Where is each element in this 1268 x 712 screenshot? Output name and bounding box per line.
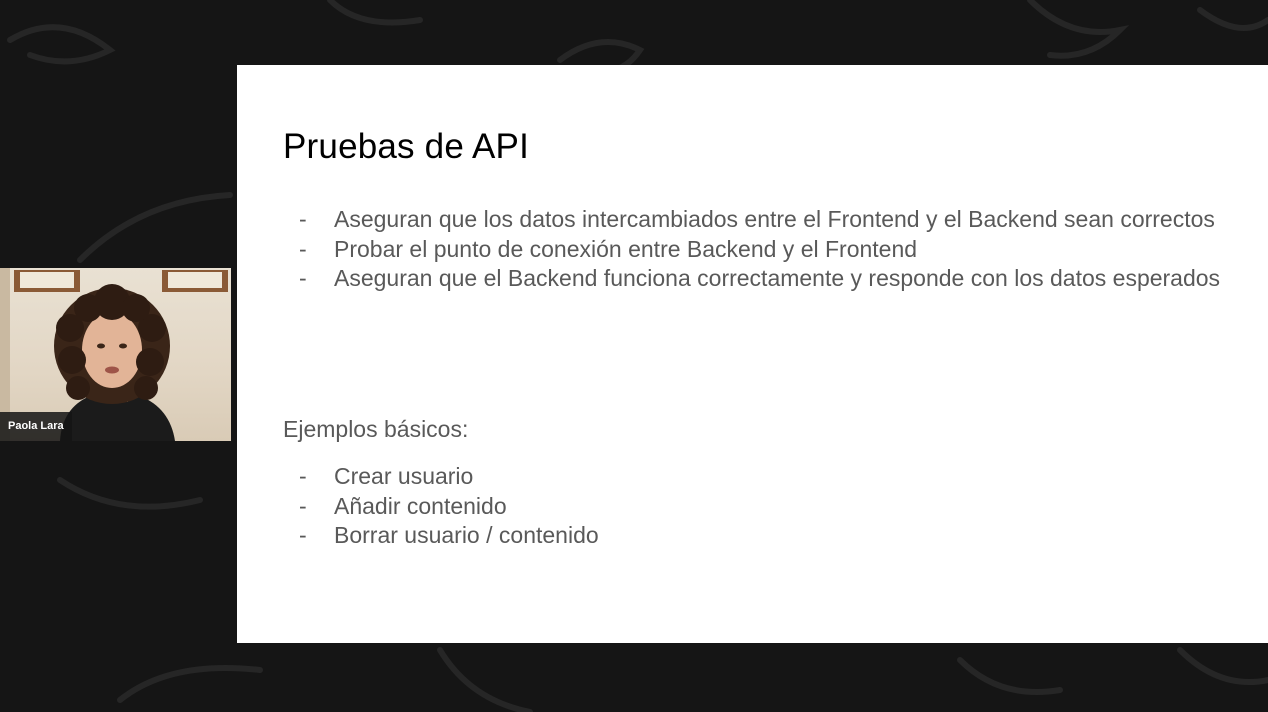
presentation-slide bbox=[237, 65, 1268, 643]
example-item-text: Borrar usuario / contenido bbox=[334, 522, 599, 548]
slide-bullet-text: Probar el punto de conexión entre Backend y el Frontend bbox=[334, 235, 918, 262]
slide-bullet bbox=[283, 235, 1223, 265]
slide-title: Pruebas de API bbox=[283, 127, 530, 166]
bullet-dash: - bbox=[299, 265, 307, 291]
slide-bullet-text: Aseguran que el Backend funciona correctamente y responde con los datos esperados bbox=[334, 265, 1221, 291]
examples-heading: Ejemplos básicos: bbox=[283, 416, 469, 442]
example-item-text: Crear usuario bbox=[334, 463, 474, 489]
example-item bbox=[283, 521, 1223, 551]
example-item bbox=[283, 492, 1223, 522]
example-item bbox=[283, 462, 1223, 492]
slide-bullet-text: Aseguran que los datos intercambiados entre el Frontend y el Backend sean correctos bbox=[334, 206, 1215, 232]
slide-bullet bbox=[283, 264, 1223, 294]
participant-video-tile[interactable] bbox=[0, 268, 231, 441]
example-item-text: Añadir contenido bbox=[334, 492, 507, 519]
bullet-dash: - bbox=[299, 522, 307, 548]
bullet-dash: - bbox=[299, 235, 307, 262]
examples-list bbox=[283, 462, 1223, 551]
slide-bullet bbox=[283, 205, 1223, 235]
slide-bullet-list bbox=[283, 205, 1223, 294]
bullet-dash: - bbox=[299, 492, 307, 519]
bullet-dash: - bbox=[299, 463, 307, 489]
bullet-dash: - bbox=[299, 206, 307, 232]
participant-name-tag: Paola Lara bbox=[0, 412, 72, 441]
